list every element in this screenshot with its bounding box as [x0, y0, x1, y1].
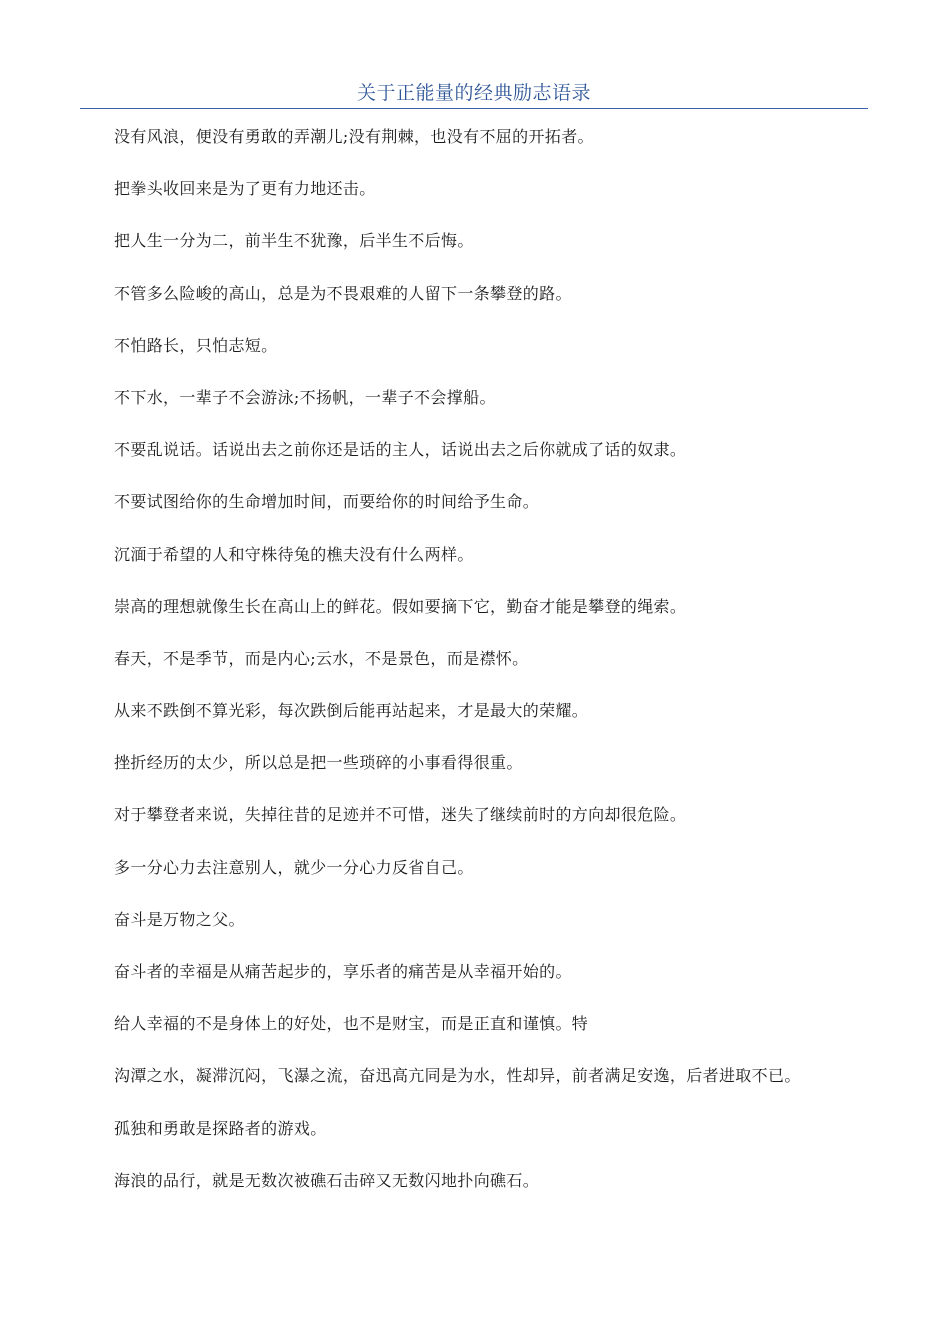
- paragraph: 从来不跌倒不算光彩，每次跌倒后能再站起来，才是最大的荣耀。: [114, 701, 589, 721]
- paragraph: 崇高的理想就像生长在高山上的鲜花。假如要摘下它，勤奋才能是攀登的绳索。: [114, 596, 687, 616]
- paragraph: 沟潭之水，凝滞沉闷，飞瀑之流，奋迅高亢同是为水，性却异，前者满足安逸，后者进取不已。: [114, 1066, 801, 1086]
- paragraph: 奋斗者的幸福是从痛苦起步的，享乐者的痛苦是从幸福开始的。: [114, 962, 572, 981]
- paragraph: 不要试图给你的生命增加时间，而要给你的时间给予生命。: [114, 492, 540, 512]
- paragraph: 没有风浪，便没有勇敢的弄潮儿;没有荆棘，也没有不屈的开拓者。: [114, 127, 594, 146]
- paragraph: 对于攀登者来说，失掉往昔的足迹并不可惜，迷失了继续前时的方向却很危险。: [114, 805, 687, 825]
- document-title: 关于正能量的经典励志语录: [356, 82, 591, 104]
- document-body: [82, 123, 840, 1219]
- paragraph: 不要乱说话。话说出去之前你还是话的主人，话说出去之后你就成了话的奴隶。: [114, 440, 687, 460]
- title-underline-divider: [80, 108, 868, 109]
- paragraph: 给人幸福的不是身体上的好处，也不是财宝，而是正直和谨慎。特: [114, 1014, 589, 1034]
- paragraph: 不怕路长，只怕志短。: [114, 335, 278, 355]
- paragraph: 把人生一分为二，前半生不犹豫，后半生不后悔。: [114, 231, 474, 251]
- paragraph: 不下水，一辈子不会游泳;不扬帆，一辈子不会撑船。: [114, 387, 496, 407]
- paragraph: 沉湎于希望的人和守株待兔的樵夫没有什么两样。: [114, 544, 474, 564]
- paragraph: 春天，不是季节，而是内心;云水，不是景色，而是襟怀。: [114, 648, 529, 668]
- paragraph: 把拳头收回来是为了更有力地还击。: [114, 179, 376, 199]
- paragraph: 多一分心力去注意别人，就少一分心力反省自己。: [114, 857, 474, 877]
- paragraph: 挫折经历的太少，所以总是把一些琐碎的小事看得很重。: [114, 753, 523, 773]
- paragraph: 孤独和勇敢是探路者的游戏。: [114, 1118, 327, 1138]
- paragraph: 海浪的品行，就是无数次被礁石击碎又无数闪地扑向礁石。: [114, 1170, 540, 1190]
- paragraph: 奋斗是万物之父。: [114, 909, 245, 929]
- paragraph: 不管多么险峻的高山，总是为不畏艰难的人留下一条攀登的路。: [114, 283, 572, 303]
